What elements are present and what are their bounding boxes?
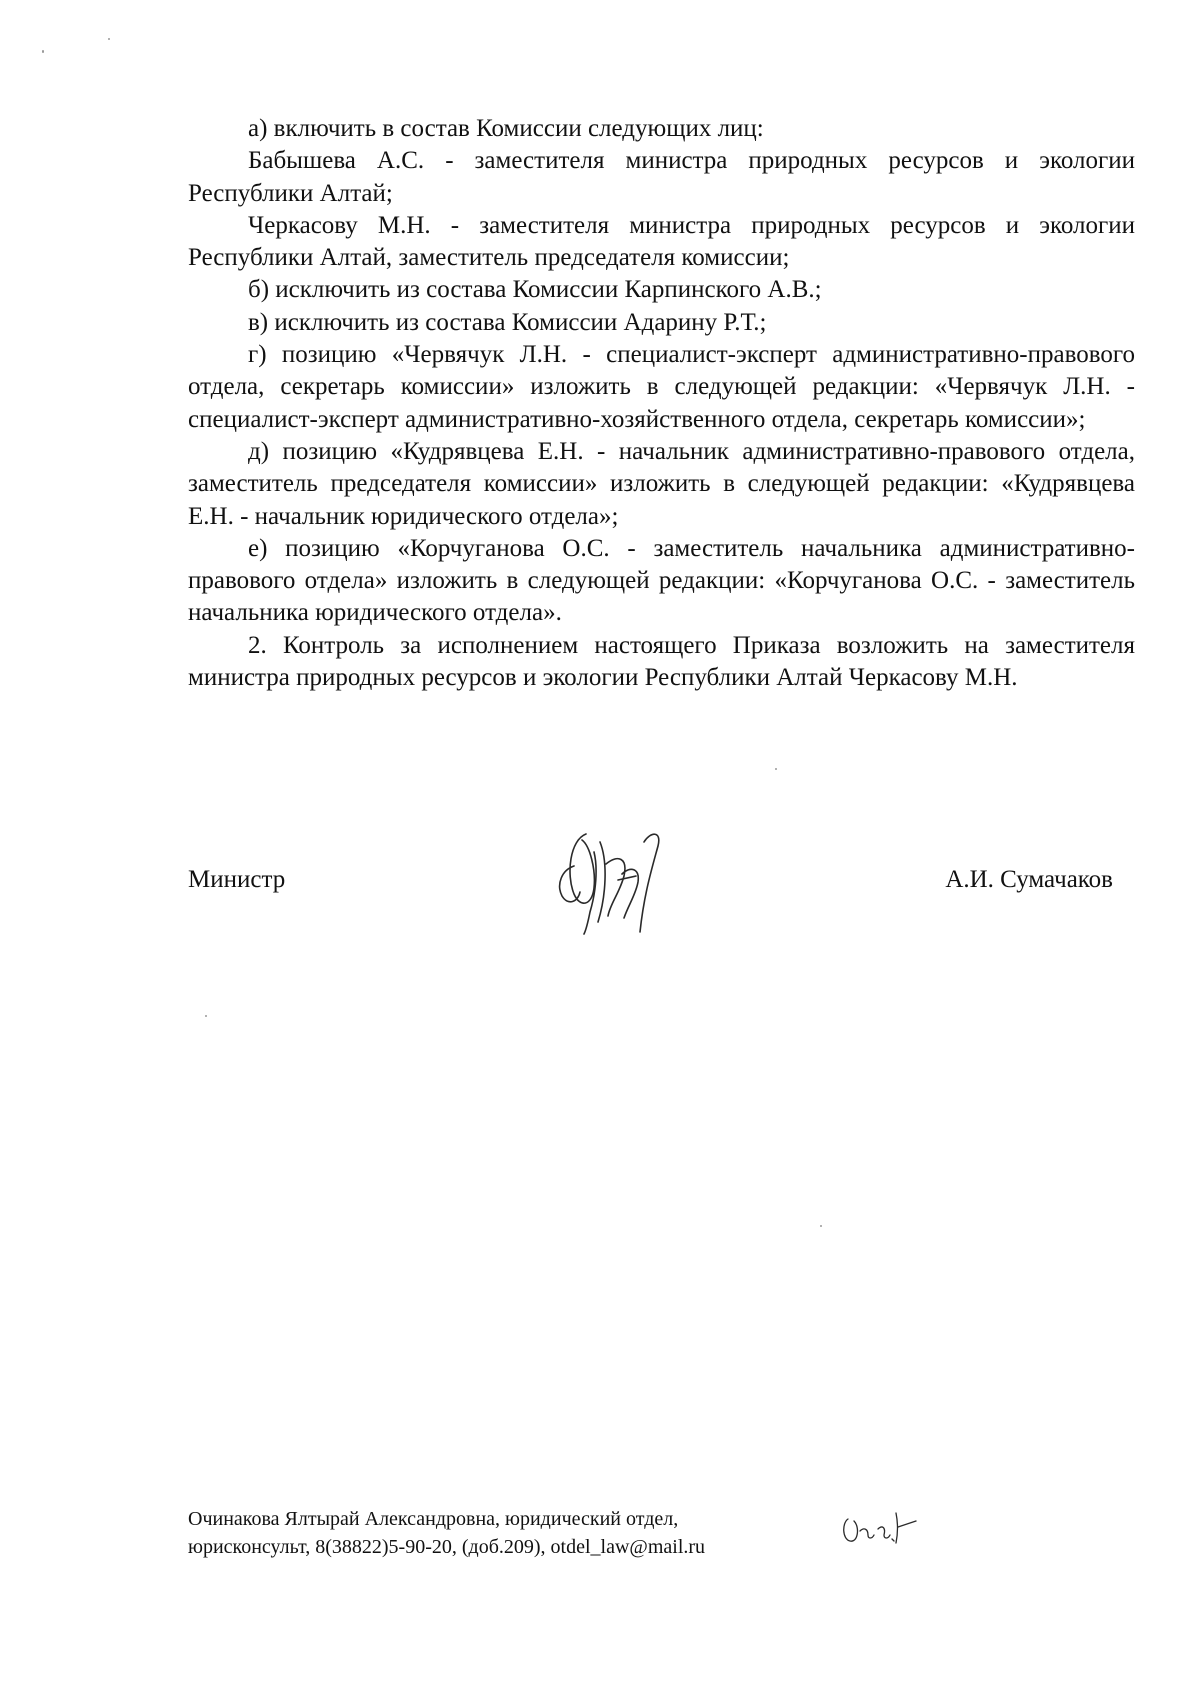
signer-title: Министр <box>188 866 286 893</box>
footer-line-1: Очинакова Ялтырай Александровна, юридический отдел, <box>188 1508 679 1530</box>
footer-line-2: юрисконсульт, 8(38822)5-90-20, (доб.209), otdel_law@mail.ru <box>188 1536 706 1558</box>
paragraph-control: 2. Контроль за исполнением настоящего Приказа возложить на заместителя министра природных ресурсов и экологии Республики Алтай Черкасову М.Н. <box>188 631 1135 692</box>
paragraph-include-members: а) включить в состав Комиссии следующих лиц: <box>248 115 764 142</box>
paragraph-kudryavtseva: д) позицию «Кудрявцева Е.Н. - начальник административно-правового отдела, заместитель председателя комиссии» изложить в следующей редакции: «Кудрявцева Е.Н. - начальник юридического отдела»; <box>188 437 1135 530</box>
handwritten-signature-icon <box>548 822 678 942</box>
paragraph-exclude-adarina: в) исключить из состава Комиссии Адарину Р.Т.; <box>248 308 767 336</box>
scan-speck <box>205 1015 207 1017</box>
paragraph-cherkasova: Черкасову М.Н. - заместителя министра природных ресурсов и экологии Республики Алтай, заместитель председателя комиссии; <box>188 211 1135 272</box>
contact-footer <box>188 1505 848 1561</box>
paragraph-babyshev: Бабышева А.С. - заместителя министра природных ресурсов и экологии Республики Алтай; <box>188 147 1135 207</box>
paragraph-chervyachuk: г) позицию «Червячук Л.Н. - специалист-эксперт административно-правового отдела, секретарь комиссии» изложить в следующей редакции: «Червячук Л.Н. - специалист-эксперт административно-хозяйственного отдела, секретарь комиссии»; <box>188 341 1135 433</box>
signer-name: А.И. Сумачаков <box>945 866 1113 893</box>
scan-speck <box>108 38 110 40</box>
scan-speck <box>820 1225 822 1227</box>
scan-speck <box>775 768 777 770</box>
paragraph-exclude-karpinsky: б) исключить из состава Комиссии Карпинского А.В.; <box>248 276 822 304</box>
order-body <box>188 113 1135 694</box>
paragraph-korchuganova: е) позицию «Корчуганова О.С. - заместитель начальника административно-правового отдела» изложить в следующей редакции: «Корчуганова О.С. - заместитель начальника юридического отдела». <box>188 534 1135 627</box>
scan-speck <box>42 50 44 53</box>
handwritten-initials-icon <box>838 1505 918 1550</box>
